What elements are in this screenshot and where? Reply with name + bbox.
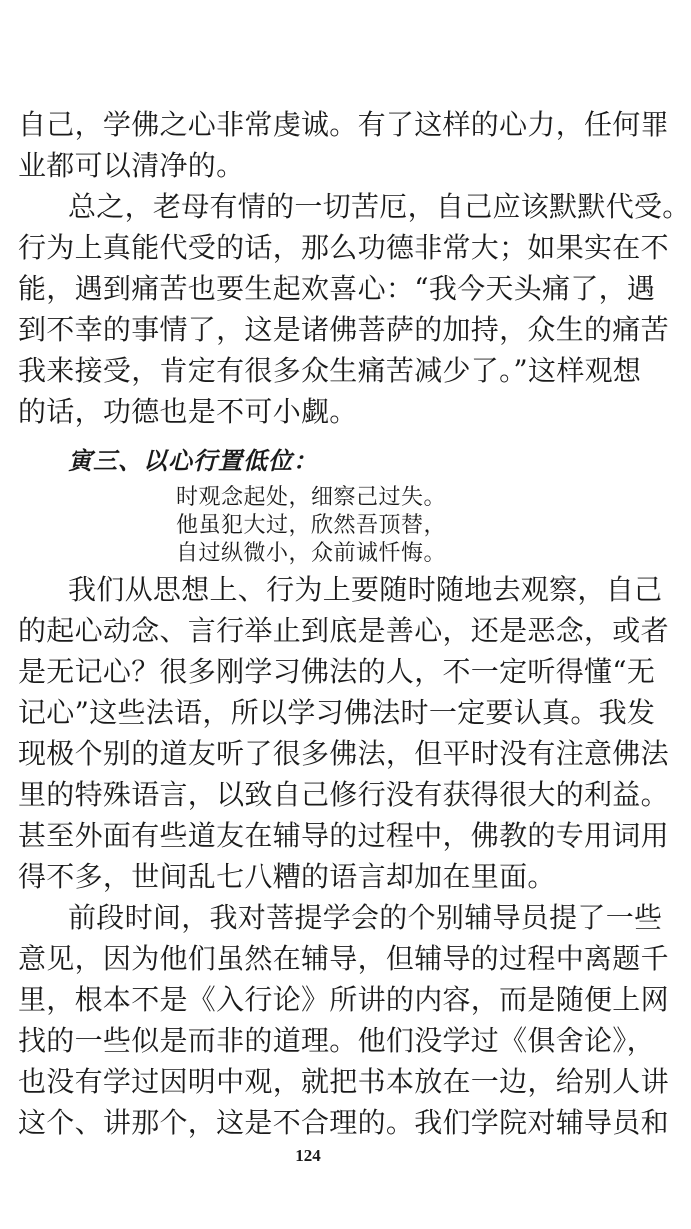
text-line: 是无记心？很多刚学习佛法的人，不一定听得懂“无 [18, 655, 656, 688]
text-line: 里，根本不是《入行论》所讲的内容，而是随便上网 [18, 983, 669, 1016]
text-line: 找的一些似是而非的道理。他们没学过《俱舍论》， [18, 1024, 655, 1057]
text-line: 这个、讲那个，这是不合理的。我们学院对辅导员和 [18, 1106, 669, 1139]
text-line: 甚至外面有些道友在辅导的过程中，佛教的专用词用 [18, 819, 669, 852]
text-line: 前段时间，我对菩提学会的个别辅导员提了一些 [68, 901, 663, 934]
text-line: 现极个别的道友听了很多佛法，但平时没有注意佛法 [18, 737, 669, 770]
text-line: 我们从思想上、行为上要随时随地去观察，自己 [68, 573, 663, 606]
verse-line: 自过纵微小，众前诚忏悔。 [176, 541, 447, 566]
text-line: 记心”这些法语，所以学习佛法时一定要认真。我发 [18, 696, 656, 729]
text-line: 里的特殊语言，以致自己修行没有获得很大的利益。 [18, 778, 669, 811]
section-heading: 寅三、以心行置低位： [68, 446, 318, 475]
text-line: 的话，功德也是不可小觑。 [18, 395, 358, 428]
text-line: 的起心动念、言行举止到底是善心，还是恶念，或者 [18, 614, 669, 647]
text-line: 业都可以清净的。 [18, 149, 245, 182]
text-line: 到不幸的事情了，这是诸佛菩萨的加持，众生的痛苦 [18, 313, 669, 346]
text-line: 自己，学佛之心非常虔诚。有了这样的心力，任何罪 [18, 108, 669, 141]
verse-line: 他虽犯大过，欣然吾顶替， [176, 513, 447, 538]
text-line: 也没有学过因明中观，就把书本放在一边，给别人讲 [18, 1065, 669, 1098]
verse-line: 时观念起处，细察己过失。 [176, 485, 447, 510]
page-number: 124 [295, 1146, 321, 1165]
text-line: 行为上真能代受的话，那么功德非常大；如果实在不 [18, 231, 669, 264]
text-line: 总之，老母有情的一切苦厄，自己应该默默代受。 [68, 190, 691, 223]
text-line: 能，遇到痛苦也要生起欢喜心：“我今天头痛了，遇 [18, 272, 656, 305]
text-line: 意见，因为他们虽然在辅导，但辅导的过程中离题千 [18, 942, 669, 975]
text-line: 得不多，世间乱七八糟的语言却加在里面。 [18, 860, 556, 893]
text-line: 我来接受，肯定有很多众生痛苦减少了。”这样观想 [18, 354, 642, 387]
